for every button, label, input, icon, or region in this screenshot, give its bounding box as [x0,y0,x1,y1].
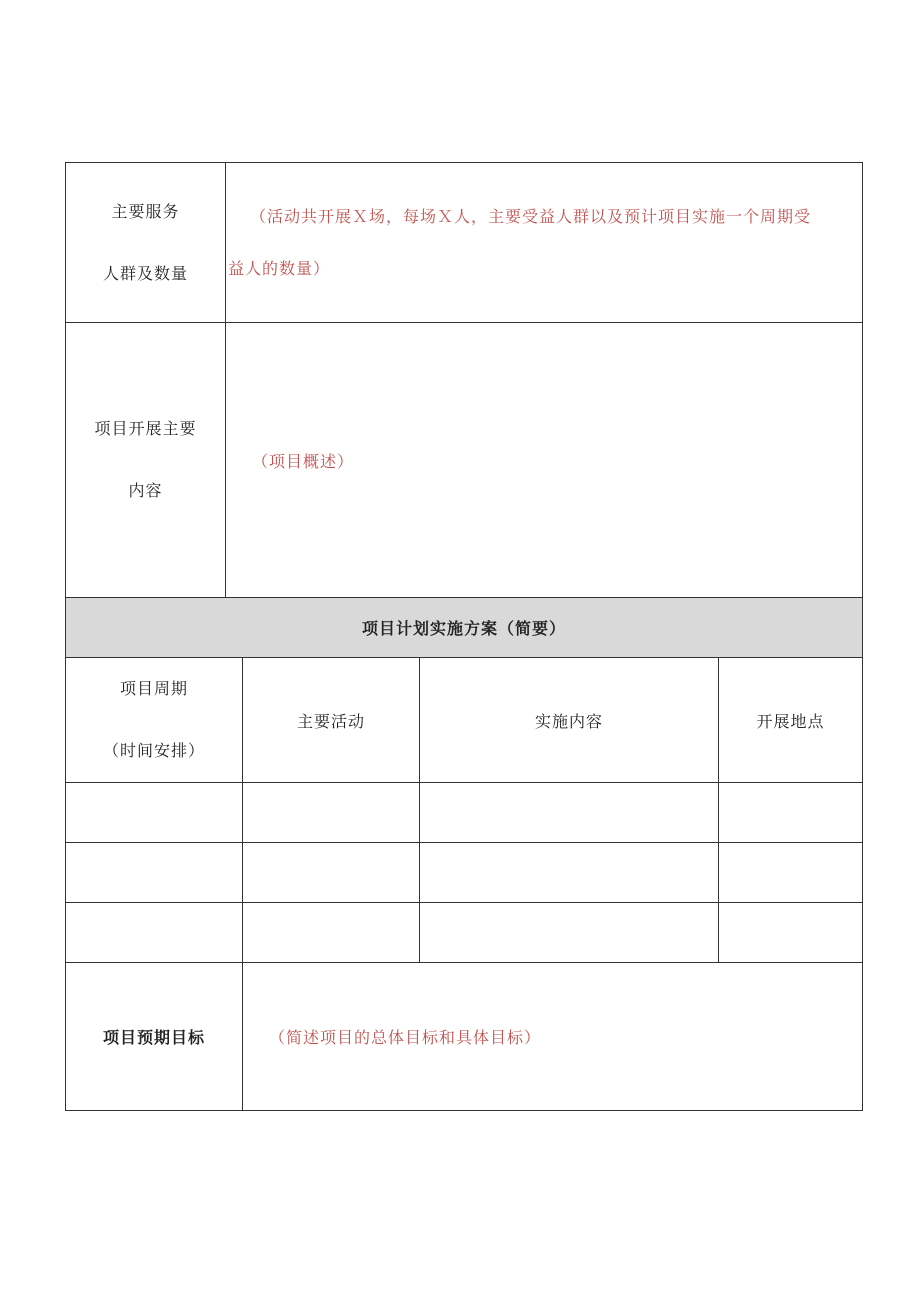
plan-cell-location[interactable] [719,783,863,843]
service-group-hint-line1: （活动共开展Ｘ场，每场Ｘ人，主要受益人群以及预计项目实施一个周期受 [250,206,812,226]
service-group-label [66,163,226,323]
plan-cell-content[interactable] [420,903,719,963]
plan-cell-activity[interactable] [243,903,420,963]
plan-row [66,903,863,963]
plan-row [66,783,863,843]
expected-goal-hint: （简述项目的总体目标和具体目标） [269,1028,542,1047]
main-content-label-line2: 内容 [128,481,163,500]
expected-goal-row [66,963,863,1111]
col-period-line1: 项目周期 [119,679,188,698]
plan-row [66,843,863,903]
col-location-header: 开展地点 [719,658,863,783]
plan-cell-period[interactable] [66,783,243,843]
col-activity-header: 主要活动 [243,658,420,783]
col-period-header [66,658,243,783]
plan-cell-period[interactable] [66,903,243,963]
plan-cell-content[interactable] [420,783,719,843]
expected-goal-label: 项目预期目标 [66,963,243,1111]
expected-goal-input[interactable] [243,963,863,1111]
project-application-form [65,162,863,1111]
plan-cell-location[interactable] [719,903,863,963]
main-content-input[interactable] [226,323,863,598]
service-group-row [66,163,863,323]
plan-cell-activity[interactable] [243,843,420,903]
main-content-row [66,323,863,598]
service-group-label-line2: 人群及数量 [102,263,188,283]
plan-cell-activity[interactable] [243,783,420,843]
col-period-line2: （时间安排） [102,741,205,760]
service-group-label-line1: 主要服务 [111,201,180,221]
service-group-input[interactable] [226,163,863,323]
plan-cell-content[interactable] [420,843,719,903]
plan-cell-period[interactable] [66,843,243,903]
col-content-header: 实施内容 [420,658,719,783]
plan-section-title: 项目计划实施方案（简要） [66,598,863,658]
plan-table-header-row [66,658,863,783]
plan-section-header [66,598,863,658]
main-content-hint: （项目概述） [252,451,355,471]
main-content-label-line1: 项目开展主要 [94,419,197,438]
main-content-label [66,323,226,598]
plan-cell-location[interactable] [719,843,863,903]
service-group-hint-line2: 益人的数量） [228,258,331,278]
